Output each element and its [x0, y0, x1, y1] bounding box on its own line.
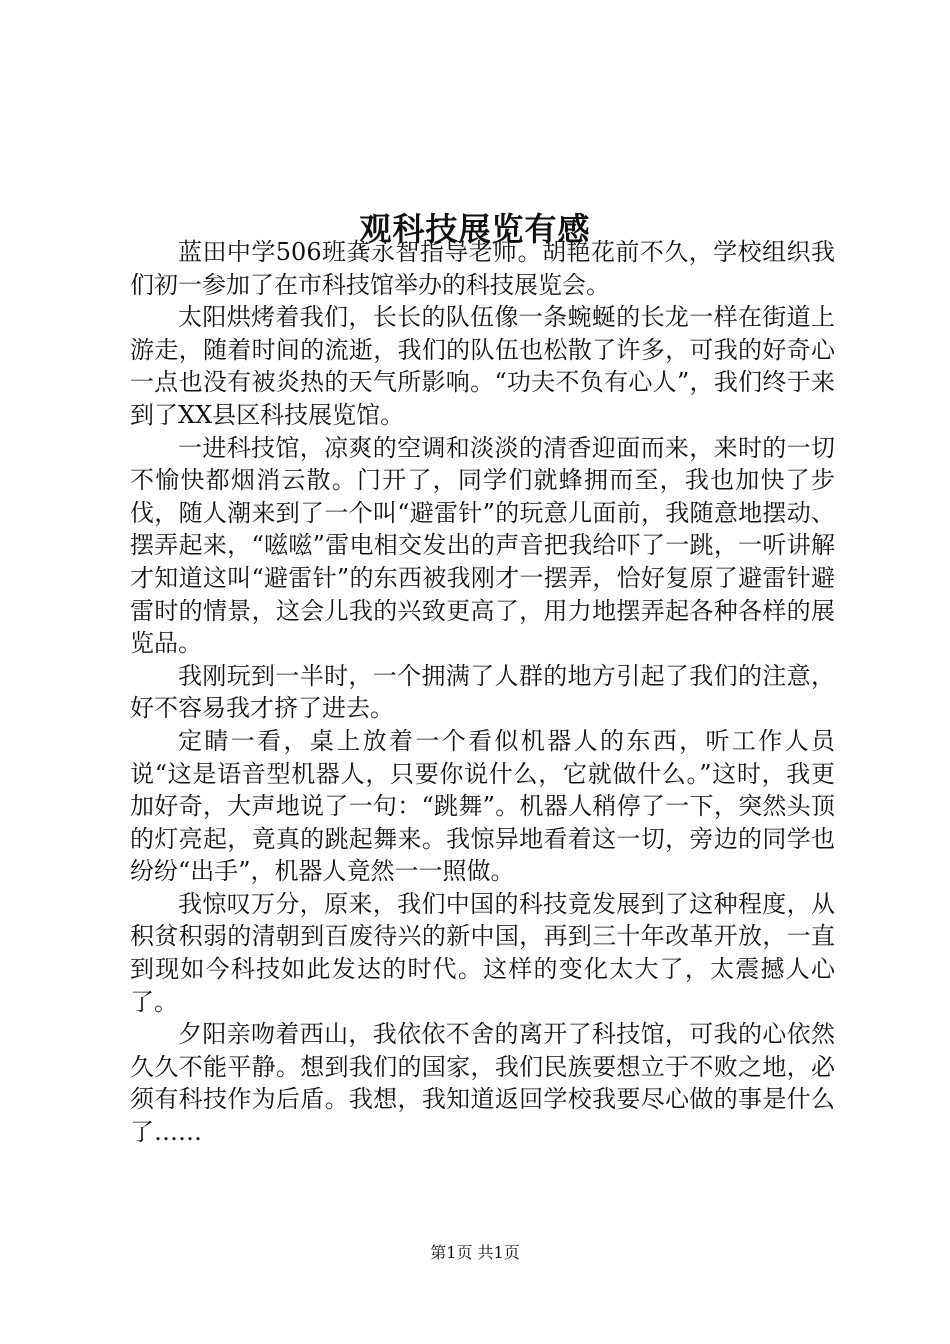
document-title: 观科技展览有感 [359, 210, 591, 249]
paragraph: 我刚玩到一半时，一个拥满了人群的地方引起了我们的注意，好不容易我才挤了进去。 [130, 661, 835, 723]
paragraph: 蓝田中学506班龚永智指导老师。胡艳花前不久，学校组织我们初一参加了在市科技馆举办的科技展览会。 [130, 238, 835, 299]
paragraph: 太阳烘烤着我们，长长的队伍像一条蜿蜒的长龙一样在街道上游走，随着时间的流逝，我们的队伍也松散了许多，可我的好奇心一点也没有被炎热的天气所影响。“功夫不负有心人”，我们终于来到了XX县区科技展览馆。 [130, 303, 835, 429]
page-footer: 第1页 共1页 [430, 1243, 520, 1262]
paragraph: 一进科技馆，凉爽的空调和淡淡的清香迎面而来，来时的一切不愉快都烟消云散。门开了，同学们就蜂拥而至，我也加快了步伐，随人潮来到了一个叫“避雷针”的玩意儿面前，我随意地摆动、摆弄起来，“嗞嗞”雷电相交发出的声音把我给吓了一跳，一听讲解才知道这叫“避雷针”的东西被我刚才一摆弄，恰好复原了避雷针避雷时的情景，这会儿我的兴致更高了，用力地摆弄起各种各样的展览品。 [130, 433, 835, 658]
paragraph: 定睛一看，桌上放着一个看似机器人的东西，听工作人员说“这是语音型机器人，只要你说什么，它就做什么。”这时，我更加好奇，大声地说了一句：“跳舞”。机器人稍停了一下，突然头顶的灯亮起，竟真的跳起舞来。我惊异地看着这一切，旁边的同学也纷纷“出手”，机器人竟然一一照做。 [130, 726, 835, 886]
paragraph: 我惊叹万分，原来，我们中国的科技竟发展到了这种程度，从积贫积弱的清朝到百废待兴的新中国，再到三十年改革开放，一直到现如今科技如此发达的时代。这样的变化太大了，太震撼人心了。 [130, 889, 835, 1016]
document-body [130, 236, 835, 1149]
paragraph: 夕阳亲吻着西山，我依依不舍的离开了科技馆，可我的心依然久久不能平静。想到我们的国家，我们民族要想立于不败之地，必须有科技作为后盾。我想，我知道返回学校我要尽心做的事是什么了…… [130, 1020, 835, 1147]
